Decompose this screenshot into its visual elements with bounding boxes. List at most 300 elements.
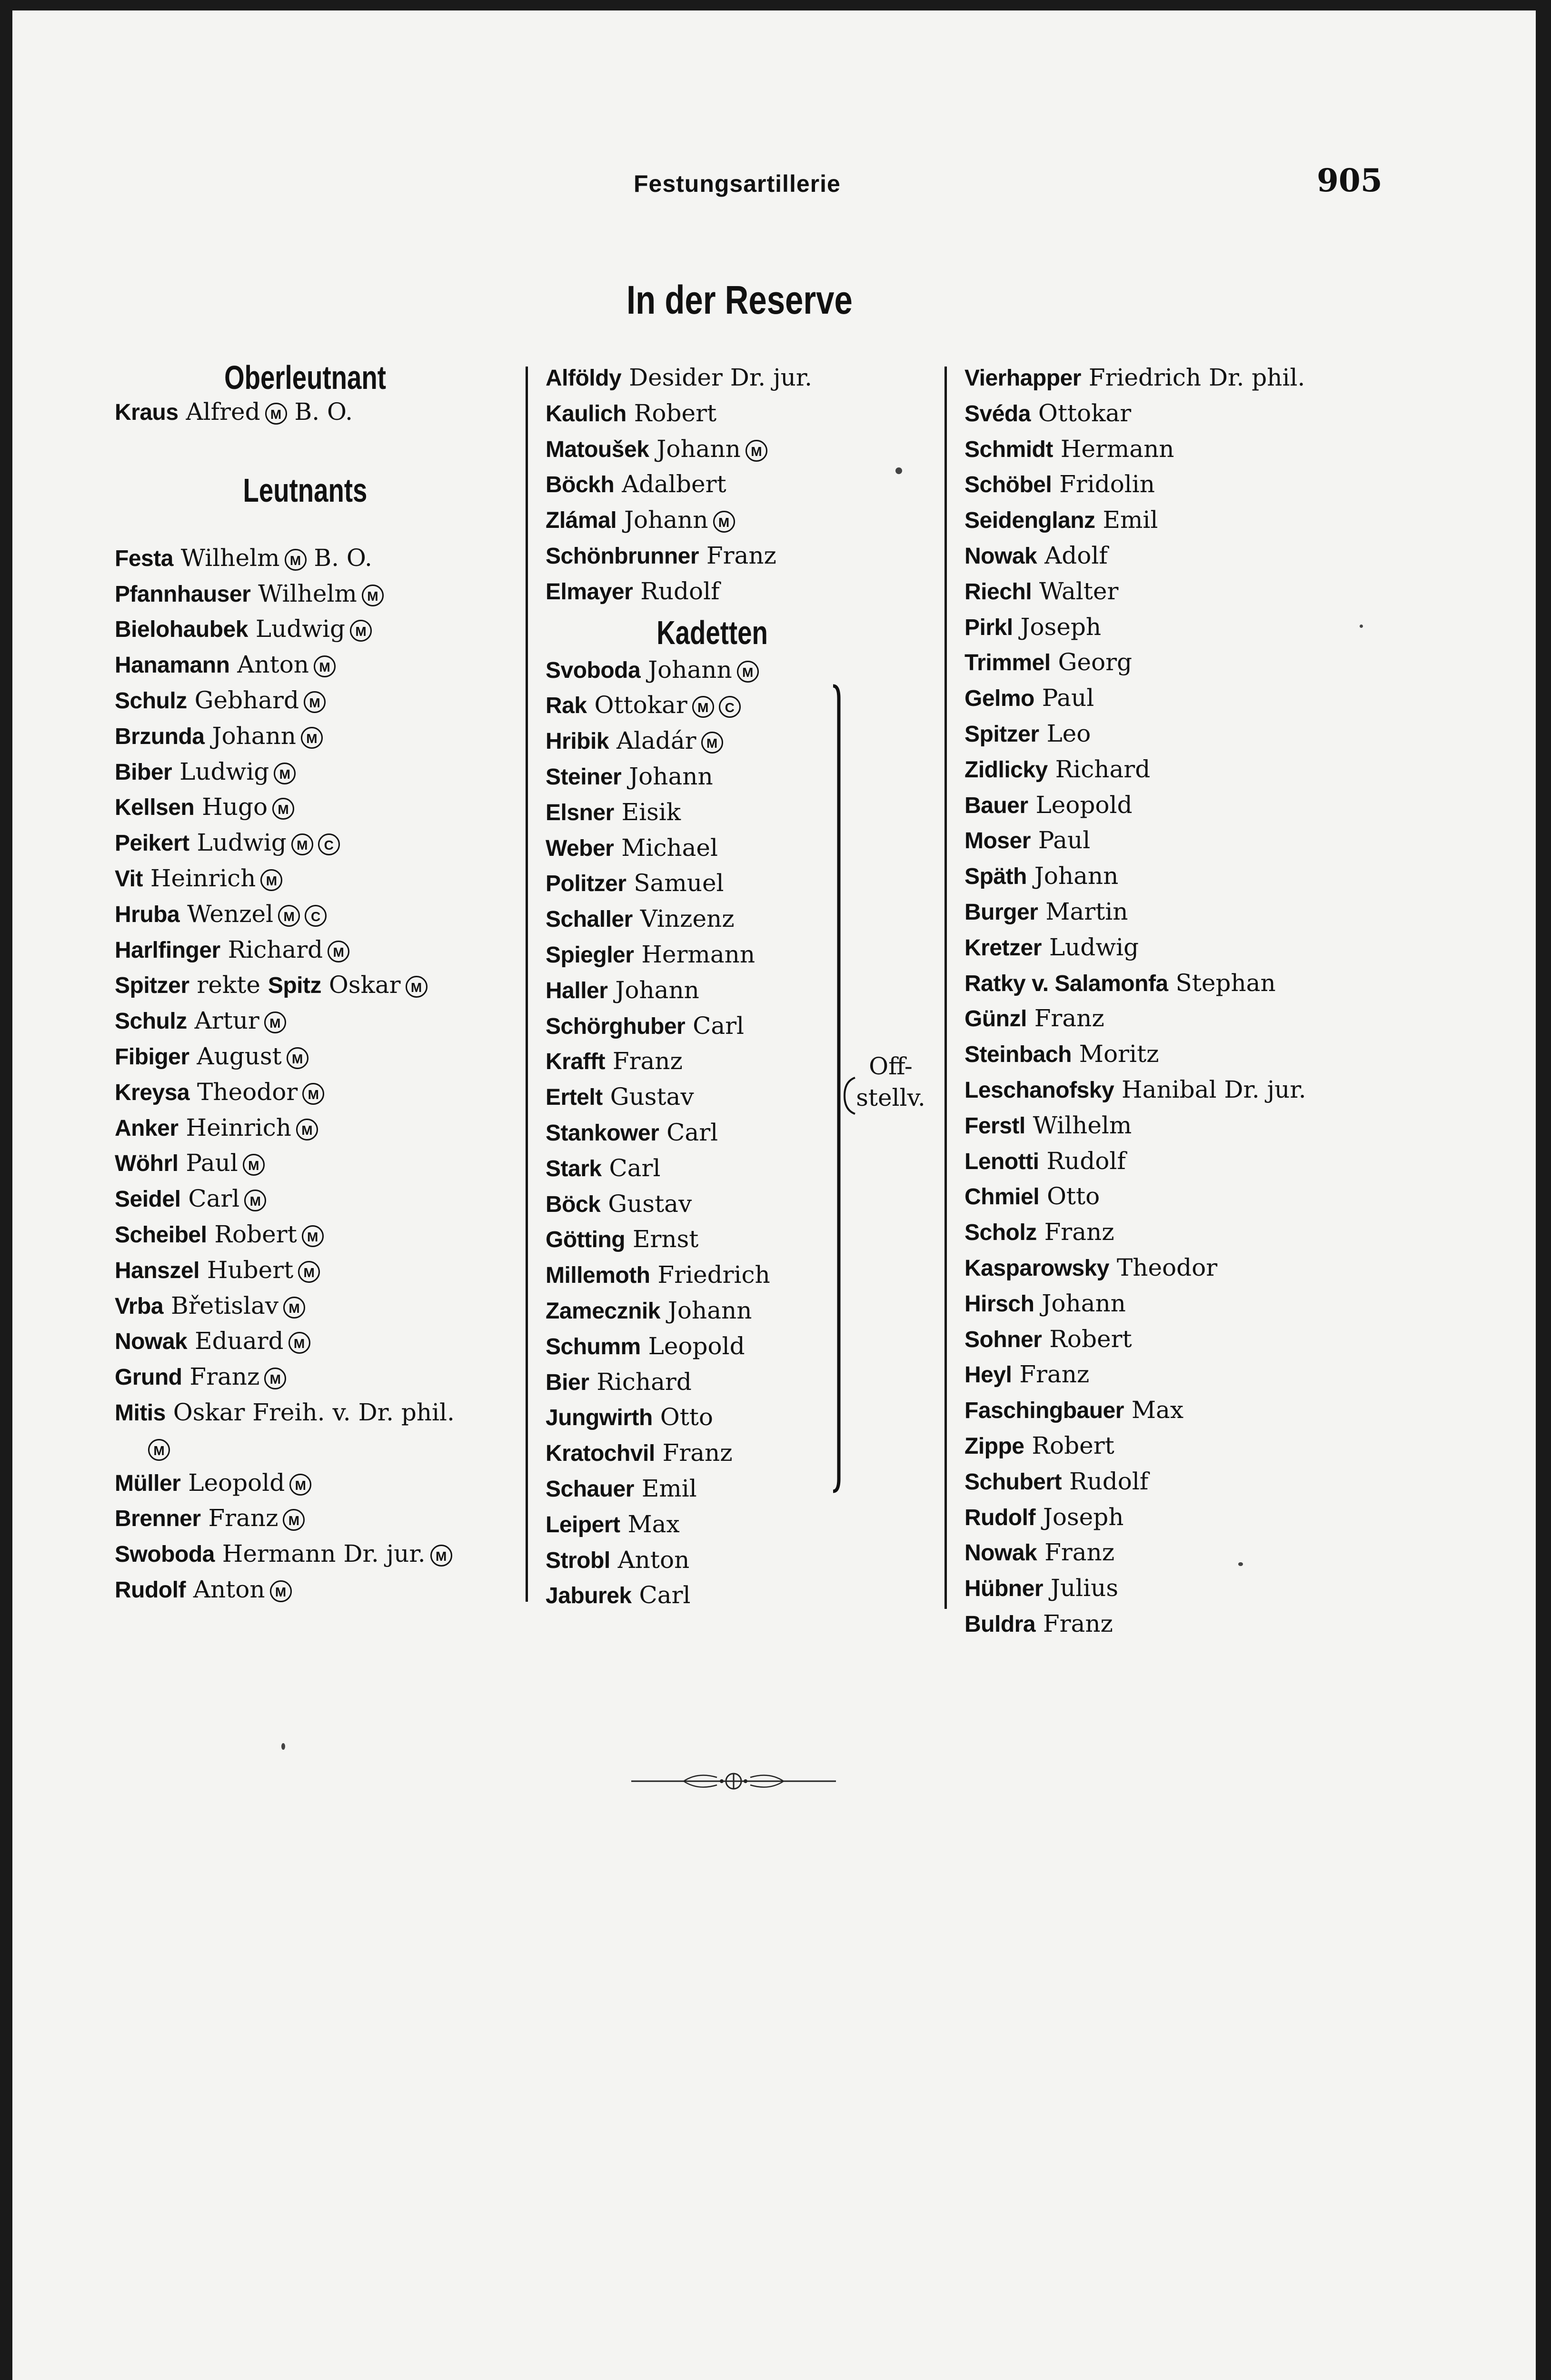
surname: Seidel [115, 1187, 181, 1212]
given-name: Wilhelm [180, 544, 280, 572]
surname: Fibiger [115, 1044, 189, 1070]
print-speck [895, 467, 902, 474]
list-item [546, 1151, 879, 1187]
given-name: Anton [237, 651, 309, 679]
surname: Swoboda [115, 1542, 215, 1567]
list-item [964, 1001, 1393, 1037]
list-item [964, 1464, 1393, 1500]
surname: Scheibel [115, 1222, 207, 1248]
surname: Haller [546, 978, 608, 1003]
list-item [964, 1393, 1393, 1428]
marker-m-icon: M [301, 727, 323, 749]
heading-oberleutnant: Oberleutnant [224, 359, 386, 396]
list-item [546, 1578, 879, 1614]
given-name: Franz [208, 1504, 278, 1532]
marker-m-icon: M [304, 691, 326, 713]
brace-label-line2: stellv. [856, 1084, 925, 1111]
surname: Svéda [964, 401, 1031, 426]
list-item [115, 897, 531, 932]
surname: Kretzer [964, 935, 1042, 961]
list-item [964, 1606, 1393, 1642]
surname: Nowak [115, 1329, 188, 1355]
surname: Spitzer [115, 973, 189, 999]
surname: Jungwirth [546, 1405, 653, 1431]
surname: Buldra [964, 1611, 1036, 1637]
given-name: Leopold [1035, 791, 1133, 819]
given-name: Franz [1019, 1360, 1090, 1388]
column-2 [546, 360, 879, 1614]
list-item [115, 932, 531, 968]
list-item [964, 1037, 1393, 1072]
surname: Pirkl [964, 615, 1013, 640]
list-item [964, 1144, 1393, 1180]
list-item [964, 752, 1393, 788]
given-name: Samuel [634, 869, 724, 897]
given-name: Franz [1044, 1538, 1115, 1567]
brace-tip [841, 1077, 857, 1115]
given-name: Ludwig [1049, 933, 1139, 961]
given-name: Theodor [1116, 1253, 1218, 1281]
surname: Leipert [546, 1512, 620, 1537]
list-item [964, 360, 1393, 396]
page-sheet [12, 10, 1536, 2380]
list-item [115, 541, 531, 576]
list-reserve-top [546, 360, 879, 610]
given-name: Emil [1103, 506, 1158, 534]
given-name: Johann [615, 976, 699, 1004]
list-item [546, 937, 879, 973]
list-item [546, 396, 879, 432]
surname: Müller [115, 1470, 181, 1496]
given-name: Johann [629, 762, 713, 790]
given-name: Leopold [648, 1332, 745, 1360]
given-name: Rudolf [1069, 1467, 1149, 1495]
surname: Hribik [546, 729, 609, 754]
marker-m-icon: M [265, 403, 287, 425]
column-1 [115, 360, 531, 1608]
surname: Strobl [546, 1547, 610, 1573]
list-item [115, 968, 531, 1003]
list-item [964, 1322, 1393, 1358]
given-name: Paul [1042, 684, 1094, 712]
list-item [546, 795, 879, 831]
list-item [546, 1187, 879, 1222]
surname: Schönbrunner [546, 543, 699, 569]
brace-label [855, 1051, 926, 1113]
given-name: Gebhard [194, 686, 299, 714]
surname: Schumm [546, 1334, 641, 1359]
list-item [115, 395, 531, 430]
surname: Schulz [115, 688, 187, 714]
surname-alt: Spitz [268, 973, 321, 999]
list-item [964, 1428, 1393, 1464]
given-name: Joseph [1043, 1503, 1124, 1531]
surname: Elsner [546, 800, 614, 825]
list-item [964, 716, 1393, 752]
list-item [964, 610, 1393, 645]
surname: Stark [546, 1156, 602, 1181]
given-name: Johann [624, 506, 708, 534]
given-name: Johann [1034, 862, 1119, 890]
column-rule-right [945, 367, 947, 1609]
marker-m-icon: M [243, 1154, 265, 1176]
surname: Hanamann [115, 653, 230, 678]
given-name: Friedrich Dr. phil. [1088, 364, 1305, 391]
surname: Kratochvil [546, 1441, 655, 1467]
list-item [964, 1357, 1393, 1393]
list-item [546, 1293, 879, 1329]
marker-c-icon: C [305, 905, 327, 927]
marker-m-icon: M [283, 1297, 305, 1319]
list-item [546, 1258, 879, 1293]
surname: Trimmel [964, 650, 1051, 676]
surname: Kraus [115, 400, 179, 425]
surname: Zlámal [546, 508, 617, 534]
given-name: Georg [1058, 648, 1133, 676]
given-name: Ludwig [197, 829, 287, 857]
list-item [115, 1146, 531, 1181]
marker-m-icon: M [328, 941, 349, 962]
surname: Wöhrl [115, 1151, 179, 1177]
surname: Ratky v. Salamonfa [964, 971, 1168, 996]
given-name: Gustav [610, 1083, 694, 1111]
list-item [546, 1115, 879, 1151]
given-name: Hermann [1060, 435, 1174, 463]
surname: Zidlicky [964, 757, 1048, 783]
given-name: Franz [612, 1047, 683, 1075]
marker-m-icon: M [430, 1545, 452, 1567]
list-leutnants [115, 541, 531, 1608]
surname: Leschanofsky [964, 1077, 1114, 1103]
list-item-continuation [115, 1431, 531, 1466]
given-name: Desider Dr. jur. [629, 364, 813, 391]
list-item [115, 1537, 531, 1572]
surname: Ertelt [546, 1085, 603, 1111]
surname: Politzer [546, 871, 626, 897]
list-item [964, 823, 1393, 859]
surname: Schauer [546, 1476, 634, 1502]
given-name: Franz [706, 541, 776, 569]
list-item [546, 653, 879, 688]
surname: Matoušek [546, 436, 649, 462]
brace-label-line1: Off- [869, 1052, 913, 1080]
list-item [115, 1572, 531, 1608]
given-name: Artur [194, 1007, 259, 1035]
list-item [115, 861, 531, 897]
marker-m-icon: M [274, 763, 296, 784]
list-item [964, 1072, 1393, 1108]
list-item [115, 754, 531, 790]
marker-m-icon: M [713, 511, 735, 533]
list-item [546, 1009, 879, 1044]
given-name: Carl [693, 1012, 745, 1040]
surname: Gelmo [964, 686, 1034, 712]
list-item [115, 790, 531, 825]
surname: Steiner [546, 764, 622, 790]
marker-m-icon: M [260, 869, 282, 891]
given-name: Martin [1045, 897, 1128, 925]
given-name: Emil [641, 1474, 697, 1502]
surname: Ferstl [964, 1113, 1025, 1139]
surname: Riechl [964, 579, 1032, 605]
marker-m-icon: M [272, 798, 294, 820]
given-name: Gustav [608, 1190, 692, 1218]
surname: Biber [115, 759, 172, 785]
marker-c-icon: C [318, 833, 340, 855]
given-name: Hanibal Dr. jur. [1122, 1075, 1306, 1103]
list-item [115, 1075, 531, 1111]
given-name: Joseph [1020, 613, 1102, 641]
list-item [546, 724, 879, 759]
list-item [546, 360, 879, 396]
list-item [964, 930, 1393, 966]
surname: Heyl [964, 1362, 1012, 1388]
given-name: Robert [634, 399, 717, 427]
given-name: Fridolin [1059, 470, 1155, 498]
given-name: Johann [648, 655, 732, 684]
list-item [964, 966, 1393, 1002]
surname: Alföldy [546, 366, 622, 391]
list-item [964, 1500, 1393, 1536]
marker-m-icon: M [737, 661, 759, 683]
marker-m-icon: M [362, 585, 384, 606]
surname: Jaburek [546, 1583, 632, 1609]
given-name: Carl [609, 1154, 661, 1182]
given-name: Carl [188, 1185, 240, 1213]
list-item [964, 859, 1393, 894]
given-name: Hermann [641, 940, 756, 968]
surname: Kellsen [115, 795, 195, 821]
surname: Mitis [115, 1400, 166, 1426]
given-name: Richard [597, 1368, 692, 1396]
surname: Hruba [115, 902, 180, 927]
list-item [964, 1571, 1393, 1606]
given-name: Walter [1039, 577, 1119, 605]
given-name: Carl [666, 1118, 718, 1146]
surname: Hübner [964, 1576, 1043, 1602]
list-item [115, 825, 531, 861]
surname: Hirsch [964, 1291, 1034, 1317]
given-name: Heinrich [186, 1113, 291, 1141]
list-item [115, 1111, 531, 1146]
surname: Rak [546, 693, 587, 719]
given-name: Franz [1043, 1609, 1113, 1637]
given-name: Adalbert [622, 470, 726, 498]
list-item [115, 647, 531, 683]
surname: Elmayer [546, 579, 633, 605]
surname: Weber [546, 835, 614, 861]
list-item [546, 432, 879, 467]
list-oberleutnant [115, 395, 531, 430]
given-name: Franz [1034, 1004, 1104, 1032]
given-name: Leo [1046, 719, 1091, 747]
surname: Schöbel [964, 472, 1052, 498]
surname: Peikert [115, 831, 189, 856]
surname: Brzunda [115, 724, 205, 749]
given-name: Franz [1044, 1218, 1114, 1246]
surname: Moser [964, 828, 1031, 854]
given-name: Friedrich [657, 1261, 770, 1289]
surname: Späth [964, 864, 1027, 890]
surname: Bier [546, 1369, 589, 1395]
section-title: In der Reserve [626, 278, 853, 322]
list-item [115, 1324, 531, 1359]
surname: Kasparowsky [964, 1255, 1109, 1281]
surname: Bauer [964, 793, 1028, 818]
page-number: 905 [1317, 162, 1382, 199]
list-item [115, 1466, 531, 1501]
list-item [546, 866, 879, 902]
surname: Anker [115, 1115, 179, 1141]
heading-leutnants: Leutnants [243, 471, 368, 509]
surname: Chmiel [964, 1184, 1040, 1210]
list-item [964, 894, 1393, 930]
surname: Rudolf [115, 1577, 186, 1603]
surname: Spitzer [964, 721, 1039, 747]
given-name: Anton [193, 1575, 265, 1603]
surname: Lenotti [964, 1149, 1039, 1174]
list-item [115, 1501, 531, 1537]
surname: Schmidt [964, 436, 1053, 462]
marker-m-icon: M [350, 620, 372, 642]
given-name: Heinrich [150, 864, 256, 892]
list-item [964, 1250, 1393, 1286]
list-item [546, 1436, 879, 1471]
given-name: Leopold [188, 1468, 285, 1497]
list-item [115, 1395, 531, 1431]
given-name: Aladár [616, 727, 696, 755]
surname: Vierhapper [964, 366, 1081, 391]
list-item [964, 788, 1393, 823]
given-name: Břetislav [170, 1291, 278, 1319]
surname: Schulz [115, 1009, 187, 1034]
surname: Vit [115, 866, 143, 892]
given-name: Robert [1032, 1431, 1114, 1459]
surname: Harlfinger [115, 937, 220, 963]
given-name: rekte [197, 971, 260, 999]
given-name: Carl [639, 1581, 691, 1609]
list-item [964, 645, 1393, 681]
marker-m-icon: M [288, 1332, 310, 1354]
list-item [546, 574, 879, 610]
given-name: Richard [1055, 755, 1151, 783]
given-name: Rudolf [640, 577, 720, 605]
marker-m-icon: M [278, 905, 300, 927]
list-item [546, 1400, 879, 1436]
surname: Schubert [964, 1469, 1062, 1495]
list-item [546, 1222, 879, 1258]
surname: Spiegler [546, 942, 634, 968]
marker-m-icon: M [296, 1119, 318, 1140]
surname: Rudolf [964, 1505, 1035, 1530]
given-name: Hugo [202, 793, 268, 821]
given-name: Oskar Freih. v. Dr. phil. [173, 1398, 455, 1426]
given-name: Adolf [1044, 541, 1108, 569]
list-item [115, 1003, 531, 1039]
surname: Kaulich [546, 401, 626, 426]
given-name: Anton [617, 1546, 690, 1574]
list-item [964, 432, 1393, 467]
running-title: Festungsartillerie [634, 170, 841, 197]
given-name: Alfred [186, 398, 260, 426]
given-name: Ottokar [1038, 399, 1132, 427]
list-item [115, 1289, 531, 1324]
surname: Nowak [964, 1540, 1037, 1566]
given-name: Stephan [1175, 969, 1276, 997]
ornament-divider [631, 1762, 836, 1800]
list-item [115, 1217, 531, 1253]
list-item [115, 1253, 531, 1289]
list-item [546, 1080, 879, 1115]
list-item [546, 538, 879, 574]
given-name: August [197, 1042, 282, 1070]
marker-m-icon: M [270, 1580, 292, 1602]
list-item [546, 902, 879, 937]
list-item [964, 503, 1393, 538]
surname: Hanszel [115, 1258, 199, 1283]
column-3 [964, 360, 1393, 1642]
marker-m-icon: M [314, 655, 336, 677]
marker-m-icon: M [302, 1225, 324, 1247]
given-name: Wilhelm [258, 579, 357, 607]
surname: Vrba [115, 1293, 164, 1319]
list-item [546, 1044, 879, 1080]
list-reserve-right [964, 360, 1393, 1642]
surname: Burger [964, 899, 1038, 925]
given-name: Vinzenz [640, 905, 735, 933]
list-item [115, 719, 531, 754]
list-item [964, 574, 1393, 610]
given-name: Wenzel [187, 900, 274, 928]
marker-m-icon: M [746, 440, 767, 462]
suffix: B. O. [294, 398, 353, 426]
surname: Günzl [964, 1006, 1027, 1032]
surname: Grund [115, 1365, 182, 1390]
given-name: Michael [621, 833, 718, 862]
surname: Scholz [964, 1220, 1037, 1246]
marker-m-icon: M [287, 1047, 308, 1069]
given-name: Rudolf [1046, 1147, 1126, 1175]
surname: Zippe [964, 1433, 1024, 1459]
heading-kadetten: Kadetten [656, 614, 768, 651]
list-item [115, 1359, 531, 1395]
given-name: Max [627, 1510, 680, 1538]
surname: Götting [546, 1227, 626, 1253]
given-name: Ottokar [594, 691, 687, 719]
surname: Schörghuber [546, 1013, 686, 1039]
surname: Bielohaubek [115, 617, 248, 643]
list-item [115, 1181, 531, 1217]
marker-m-icon: M [701, 732, 723, 754]
list-item [546, 503, 879, 538]
surname: Millemoth [546, 1263, 650, 1289]
surname: Stankower [546, 1120, 659, 1146]
marker-c-icon: C [719, 696, 741, 718]
marker-m-icon: M [264, 1368, 286, 1389]
surname: Brenner [115, 1506, 201, 1532]
marker-m-icon: M [285, 549, 307, 571]
given-name: Robert [214, 1220, 297, 1248]
given-name: Johann [212, 722, 296, 750]
list-item [964, 396, 1393, 432]
list-item [546, 1365, 879, 1400]
marker-m-icon: M [406, 976, 428, 998]
surname: Faschingbauer [964, 1398, 1124, 1424]
print-speck [1360, 625, 1363, 628]
suffix: B. O. [314, 544, 372, 572]
marker-m-icon: M [264, 1012, 286, 1033]
given-name: Theodor [197, 1078, 298, 1106]
